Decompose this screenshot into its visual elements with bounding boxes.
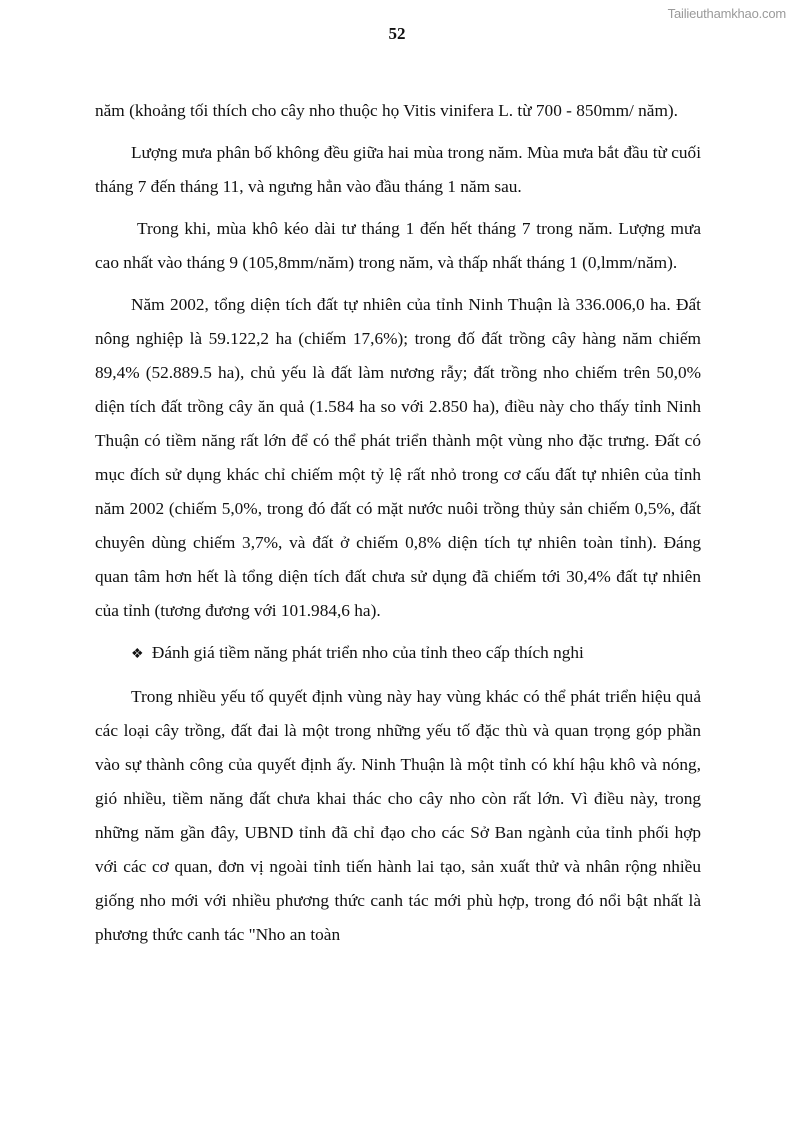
page-number: 52: [388, 24, 406, 43]
document-body: [95, 94, 701, 952]
paragraph-rainfall-optimum: năm (khoảng tối thích cho cây nho thuộc họ Vitis vinifera L. từ 700 - 850mm/ năm).: [95, 101, 678, 120]
section-heading: [95, 636, 701, 672]
paragraph-land-area: Năm 2002, tổng diện tích đất tự nhiên của tỉnh Ninh Thuận là 336.006,0 ha. Đất nông nghiệp là 59.122,2 ha (chiếm 17,6%); trong đố đất trồng cây hàng năm chiếm 89,4% (52.889.5 ha), chủ yếu là đất làm nương rẫy; đất trồng nho chiếm trên 50,0% diện tích đất trồng cây ăn quả (1.584 ha so với 2.850 ha), điều này cho thấy tỉnh Ninh Thuận có tiềm năng rất lớn để có thể phát triển thành một vùng nho đặc trưng. Đất có mục đích sử dụng khác chỉ chiếm một tỷ lệ rất nhỏ trong cơ cấu đất tự nhiên của tỉnh năm 2002 (chiếm 5,0%, trong đó đất có mặt nước nuôi trồng thủy sản chiếm 0,5%, đất chuyên dùng chiếm 3,7%, và đất ở chiếm 0,8% diện tích tự nhiên toàn tỉnh). Đáng quan tâm hơn hết là tổng diện tích đất chưa sử dụng đã chiếm tới 30,4% đất tự nhiên của tỉnh (tương đương với 101.984,6 ha).: [95, 295, 701, 620]
paragraph-dry-season: Trong khi, mùa khô kéo dài tư tháng 1 đến hết tháng 7 trong năm. Lượng mưa cao nhất vào tháng 9 (105,8mm/năm) trong năm, và thấp nhất tháng 1 (0,lmm/năm).: [95, 219, 701, 272]
paragraph-grape-potential: Trong nhiều yếu tố quyết định vùng này hay vùng khác có thể phát triển hiệu quả các loại cây trồng, đất đai là một trong những yếu tố đặc thù và quan trọng góp phần vào sự thành công của quyết định ấy. Ninh Thuận là một tỉnh có khí hậu khô và nóng, gió nhiều, tiềm năng đất chưa khai thác cho cây nho còn rất lớn. Vì điều này, trong những năm gần đây, UBND tỉnh đã chỉ đạo cho các Sở Ban ngành của tỉnh phối hợp với các cơ quan, đơn vị ngoài tỉnh tiến hành lai tạo, sản xuất thử và nhân rộng nhiều giống nho mới với nhiều phương thức canh tác mới phù hợp, trong đó nổi bật nhất là phương thức canh tác "Nho an toàn: [95, 687, 701, 944]
watermark: Tailieuthamkhao.com: [667, 6, 786, 21]
section-heading-text: Đánh giá tiềm năng phát triển nho của tỉnh theo cấp thích nghi: [151, 643, 584, 662]
paragraph-rain-distribution: Lượng mưa phân bố không đều giữa hai mùa trong năm. Mùa mưa bắt đầu từ cuối tháng 7 đến tháng 11, và ngưng hẳn vào đầu tháng 1 năm sau.: [95, 143, 701, 196]
diamond-bullet-icon: ❖: [131, 647, 144, 662]
